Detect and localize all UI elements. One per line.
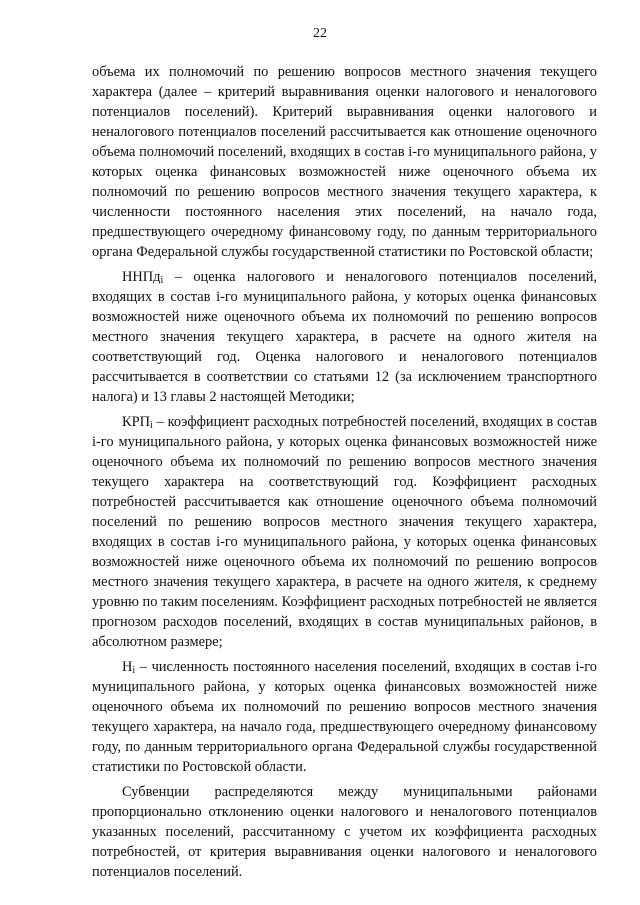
paragraph-definition-nnpd: [92, 267, 597, 407]
page-number: 22: [313, 26, 327, 41]
term-subscript: i: [160, 275, 164, 286]
term-symbol: ННПд: [122, 269, 161, 285]
term-symbol: Н: [122, 659, 133, 675]
paragraph-text: Субвенции распределяются между муниципальными районами пропорционально отклонению оценки налогового и неналогового потенциалов указанных поселений, рассчитанному с учетом их коэффициента расходных потребностей, от критерия выравнивания оценки налогового и неналогового потенциалов поселений.: [92, 784, 597, 880]
paragraph-text: объема их полномочий по решению вопросов местного значения текущего характера (далее – критерий выравнивания оценки налогового и неналогового потенциалов поселений). Критерий выравнивания оценки налогового и неналогового потенциалов поселений рассчитывается как отношение оценочного объема полномочий поселений, входящих в состав i-го муниципального района, у которых оценка финансовых возможностей ниже оценочного объема их полномочий по решению вопросов местного значения текущего характера, к численности постоянного населения этих поселений, на начало года, предшествующего очередному финансовому году, по данным территориального органа Федеральной службы государственной статистики по Ростовской области;: [92, 64, 597, 260]
term-symbol: КРП: [122, 414, 150, 430]
paragraph-text: – коэффициент расходных потребностей поселений, входящих в состав i-го муниципального района, у которых оценка финансовых возможностей ниже оценочного объема их полномочий по решению вопросов местного значения текущего характера на соответствующий год. Коэффициент расходных потребностей рассчитывается как отношение оценочного объема полномочий поселений по решению вопросов местного значения текущего характера, входящих в состав i-го муниципального района, у которых оценка финансовых возможностей ниже оценочного объема их полномочий по решению вопросов местного значения текущего характера, в расчете на одного жителя, к среднему уровню по таким поселениям. Коэффициент расходных потребностей не является прогнозом расходов поселений, входящих в состав муниципальных районов, в абсолютном размере;: [92, 414, 597, 650]
paragraph-definition-krp: [92, 412, 597, 652]
term-subscript: i: [150, 420, 153, 431]
paragraph-subventions: [92, 782, 597, 882]
paragraph-definition-n: [92, 657, 597, 777]
paragraph-text: – оценка налогового и неналогового потенциалов поселений, входящих в состав i-го муниципального района, у которых оценка финансовых возможностей ниже оценочного объема их полномочий по решению вопросов местного значения текущего характера, в расчете на одного жителя на соответствующий год. Оценка налогового и неналогового потенциалов рассчитывается в соответствии со статьями 12 (за исключением транспортного налога) и 13 главы 2 настоящей Методики;: [92, 269, 597, 405]
paragraph-continuation: [92, 62, 597, 262]
document-body: [92, 62, 597, 887]
term-subscript: i: [132, 665, 136, 676]
paragraph-text: – численность постоянного населения поселений, входящих в состав i-го муниципального района, у которых оценка финансовых возможностей ниже оценочного объема их полномочий по решению вопросов местного значения текущего характера, на начало года, предшествующего очередному финансовому году, по данным территориального органа Федеральной службы государственной статистики по Ростовской области.: [92, 659, 597, 775]
